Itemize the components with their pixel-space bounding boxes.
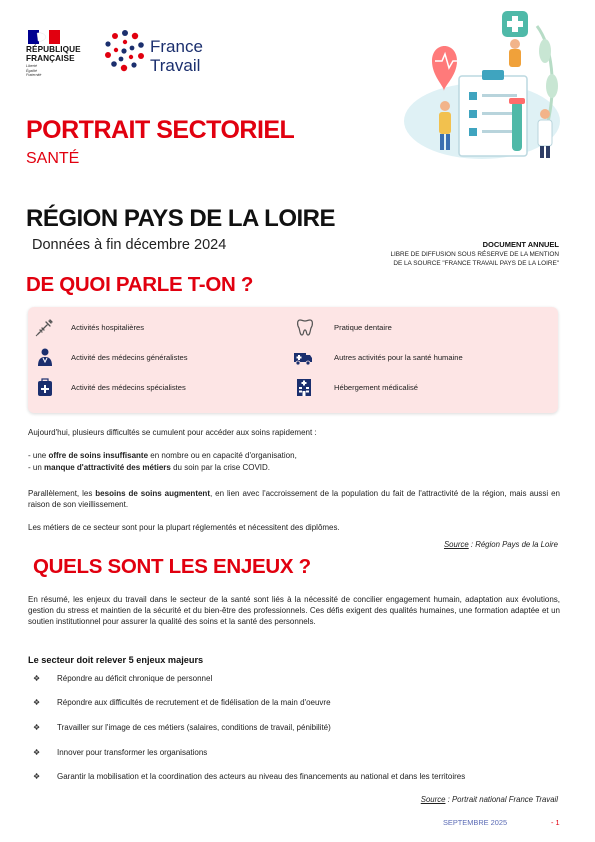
issues-heading: Le secteur doit relever 5 enjeux majeurs (28, 655, 204, 665)
activities-box (28, 307, 558, 413)
issue-item: ❖ Répondre aux difficultés de recrutement et de fidélisation de la main d'oeuvre (33, 698, 331, 707)
page-title: PORTRAIT SECTORIEL (26, 116, 295, 144)
activity-autres-sante: Autres activités pour la santé humaine (334, 353, 463, 362)
intro-bullet-offre: - une offre de soins insuffisante en nombre ou en capacité d'organisation, (28, 451, 297, 460)
republique-francaise-text: RÉPUBLIQUE FRANÇAISE (26, 45, 81, 63)
republique-motto: Liberté Égalité Fraternité (26, 64, 42, 78)
diamond-bullet-icon: ❖ (33, 674, 41, 683)
diffusion-note: LIBRE DE DIFFUSION SOUS RÉSERVE DE LA MENTION DE LA SOURCE "FRANCE TRAVAIL PAYS DE LA LOIRE" (390, 251, 559, 267)
besoins-paragraph: Parallèlement, les besoins de soins augmentent, en lien avec l'accroissement de la population du fait de l'attractivité de la région, mais aussi en raison de son vieillissement. (28, 489, 561, 509)
diamond-bullet-icon: ❖ (33, 723, 41, 732)
activity-generalistes: Activité des médecins généralistes (71, 353, 188, 362)
data-date: Données à fin décembre 2024 (32, 237, 227, 253)
issue-item: ❖ Répondre au déficit chronique de personnel (33, 674, 213, 683)
document-annuel-label: DOCUMENT ANNUEL (482, 240, 559, 249)
hospital-building-icon (294, 376, 314, 396)
diamond-bullet-icon: ❖ (33, 698, 41, 707)
intro-bullet-attractivite: - un manque d'attractivité des métiers du soin par la crise COVID. (28, 463, 271, 472)
ambulance-icon (293, 347, 313, 367)
source-national: Source : Portrait national France Travail (420, 795, 558, 804)
syringe-icon (35, 317, 55, 337)
activity-specialistes: Activité des médecins spécialistes (71, 383, 186, 392)
diamond-bullet-icon: ❖ (33, 772, 41, 781)
section-heading-enjeux: QUELS SONT LES ENJEUX ? (33, 555, 311, 578)
tooth-icon (295, 317, 315, 337)
diamond-bullet-icon: ❖ (33, 748, 41, 757)
page-number: - 1 (551, 818, 560, 827)
metiers-paragraph: Les métiers de ce secteur sont pour la plupart réglementés et nécessitent des diplômes. (28, 523, 340, 532)
doctor-icon (35, 347, 55, 367)
enjeux-paragraph: En résumé, les enjeux du travail dans le secteur de la santé sont liés à la nécessité de concilier engagement humain, adaptation aux évolutions, gestion du stress et maintien de la sécurité et du bien-être des professionnels. Ces défis exigent des qualités humaines, une formation adaptée et un soutien institutionnel pour assurer la qualité des soins et la santé des personnels. (28, 595, 560, 626)
issue-item: ❖ Travailler sur l'image de ces métiers (salaires, conditions de travail, pénibilité) (33, 723, 331, 732)
activity-hospitalieres: Activités hospitalières (71, 323, 145, 332)
medical-case-icon (35, 377, 55, 397)
source-region: Source : Région Pays de la Loire (443, 540, 558, 549)
marianne-logo (28, 30, 60, 44)
section-heading-de-quoi: DE QUOI PARLE T-ON ? (26, 273, 254, 296)
france-travail-logo (103, 28, 147, 72)
intro-paragraph: Aujourd'hui, plusieurs difficultés se cumulent pour accéder aux soins rapidement : (28, 428, 317, 437)
activity-hebergement: Hébergement médicalisé (334, 383, 418, 392)
healthcare-illustration (387, 6, 567, 166)
france-travail-wordmark: France Travail (150, 37, 203, 75)
region-heading: RÉGION PAYS DE LA LOIRE (26, 205, 335, 232)
activity-dentaire: Pratique dentaire (334, 323, 392, 332)
issue-item: ❖ Innover pour transformer les organisations (33, 748, 208, 757)
sector-subtitle: SANTÉ (26, 150, 80, 167)
footer-date: SEPTEMBRE 2025 (443, 818, 508, 827)
issue-item: ❖ Garantir la mobilisation et la coordination des acteurs au niveau des financements au national et dans les territoires (33, 772, 466, 781)
